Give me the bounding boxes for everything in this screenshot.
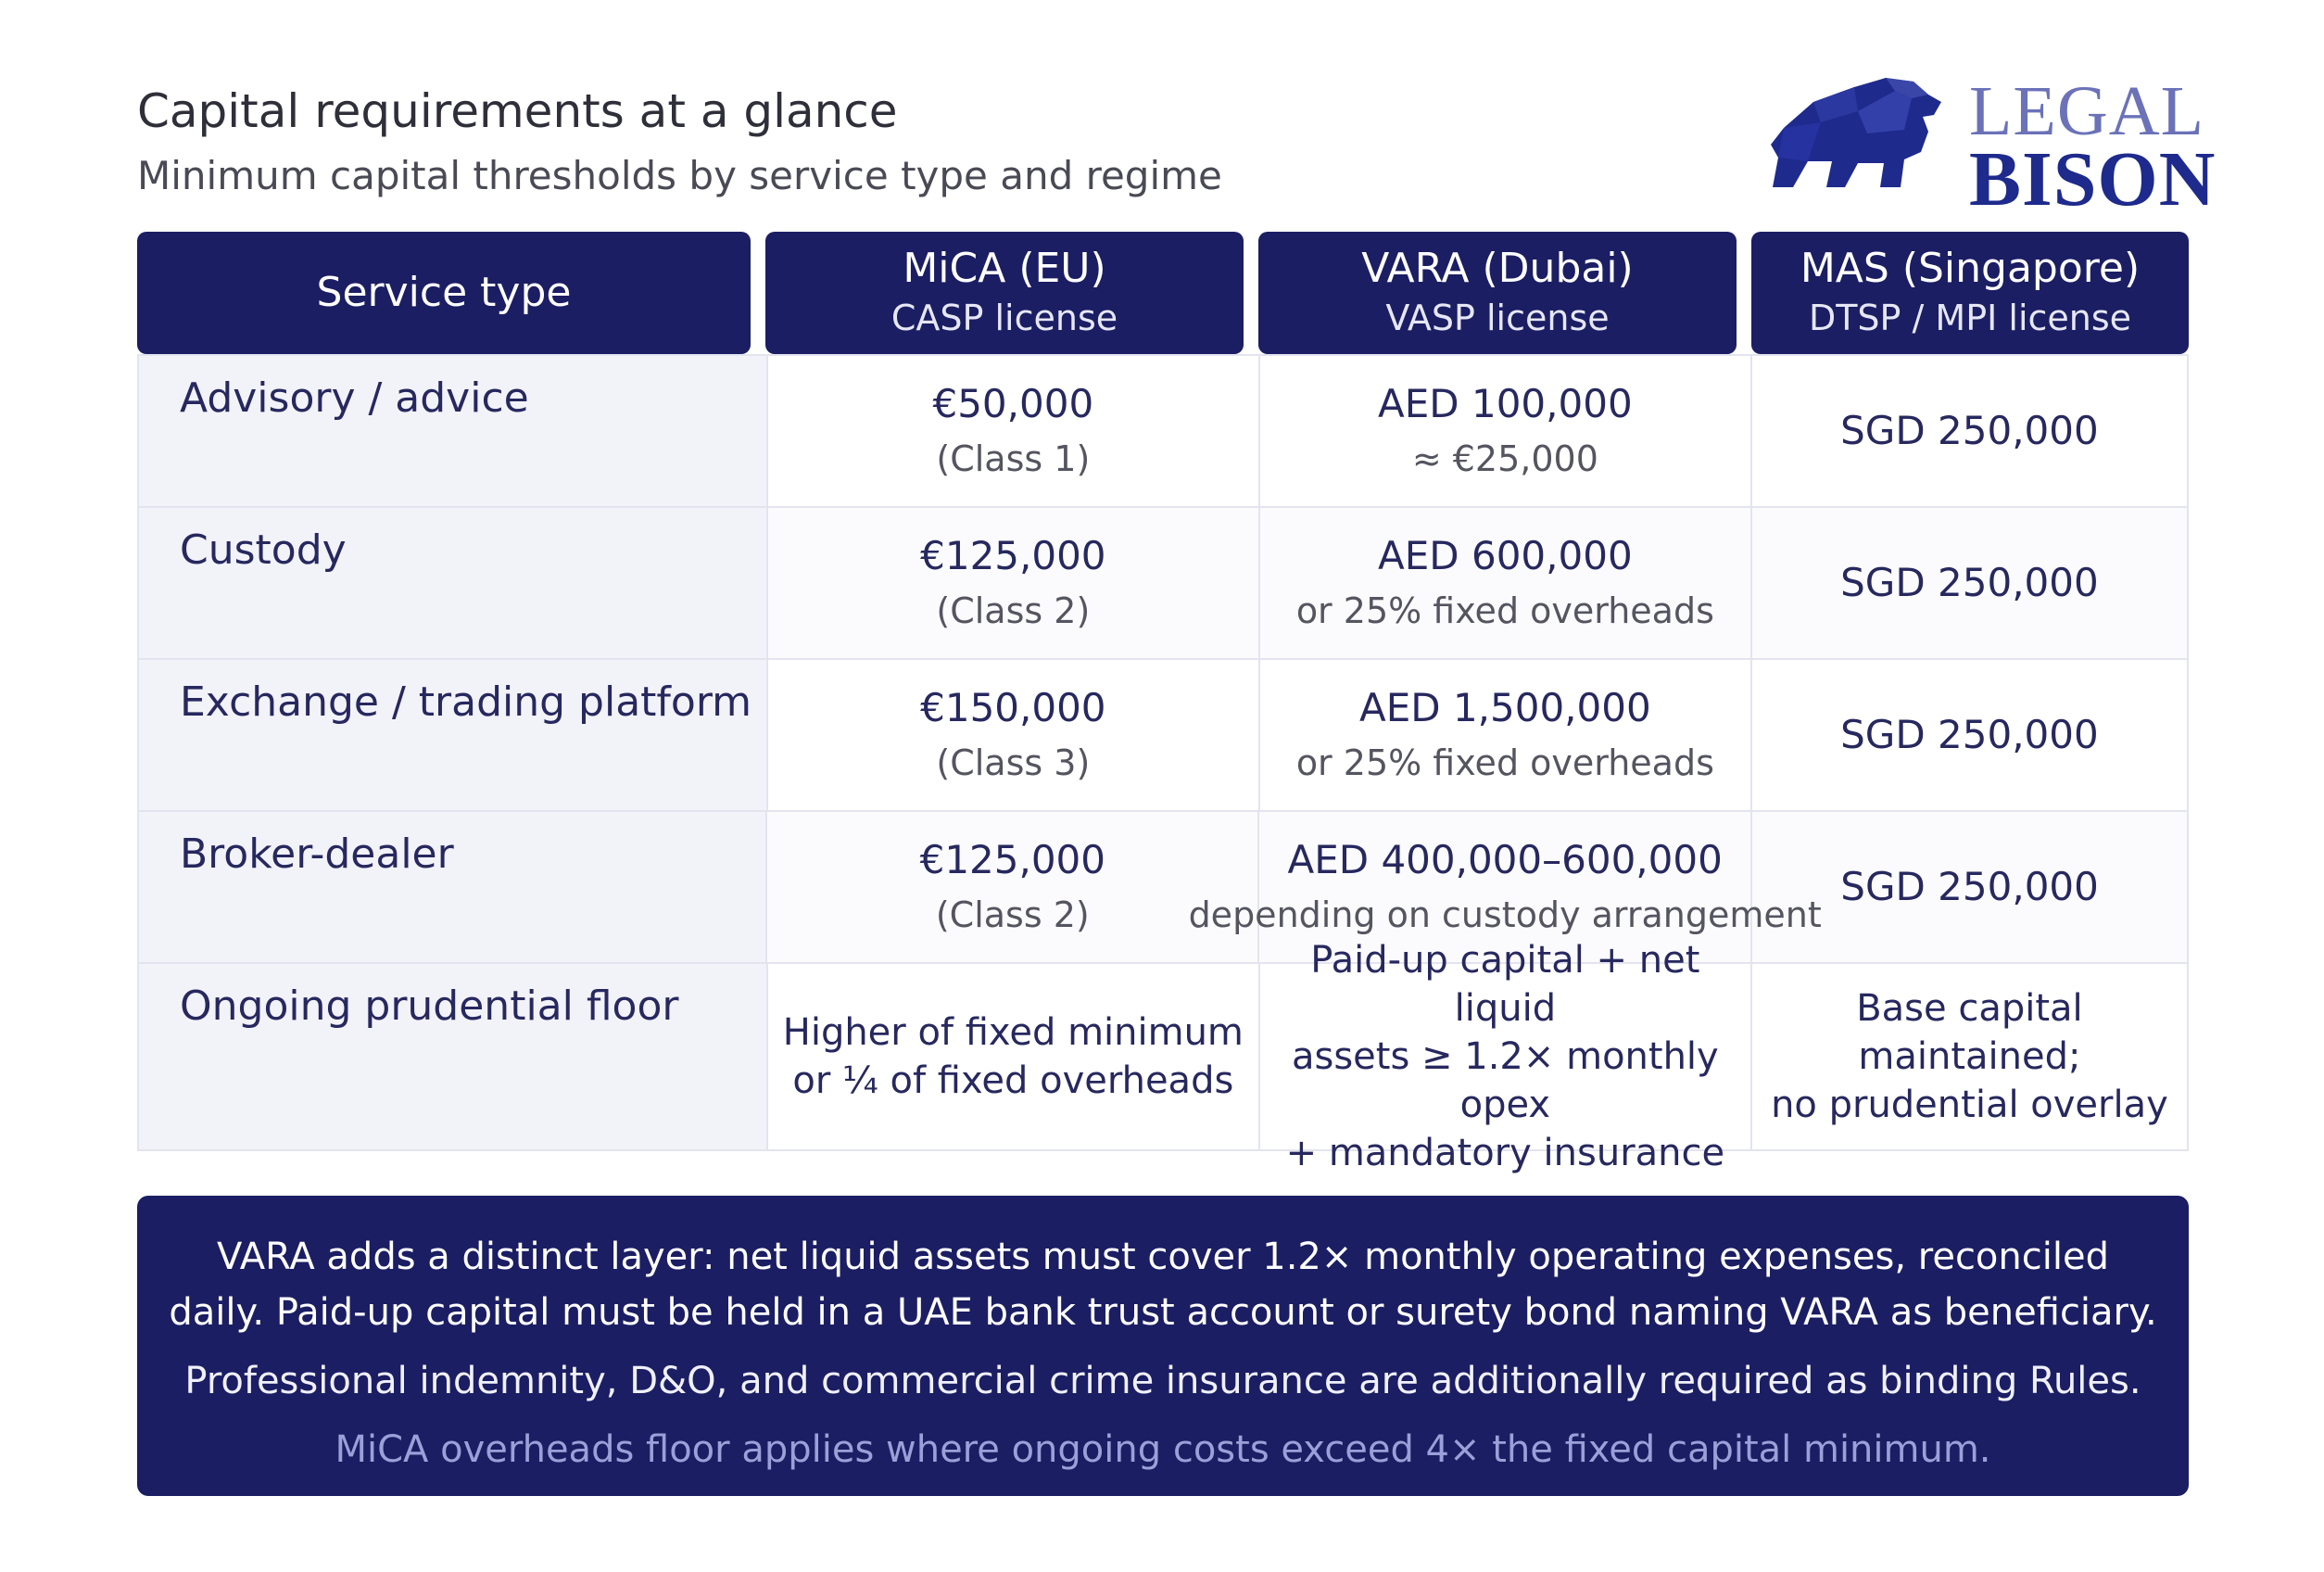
bison-icon	[1765, 74, 1951, 195]
column-header-sublabel: VASP license	[1385, 298, 1610, 338]
footnote-insurance: Professional indemnity, D&O, and commercial crime insurance are additionally required as binding Rules.	[184, 1360, 2141, 1402]
vara-note: depending on custody arrangement	[1188, 894, 1822, 935]
vara-value: AED 100,000	[1378, 381, 1633, 426]
mica-cell	[765, 812, 1257, 962]
service-cell	[139, 356, 766, 506]
table-row	[139, 810, 2187, 962]
table-body	[137, 354, 2189, 1174]
footnote-line: daily. Paid-up capital must be held in a UAE bank trust account or surety bond naming VARA as beneficiary.	[169, 1291, 2157, 1334]
table-row	[139, 658, 2187, 810]
vara-value: AED 600,000	[1378, 533, 1633, 578]
service-cell	[139, 660, 766, 810]
mas-value: SGD 250,000	[1840, 408, 2099, 453]
vara-floor-line: + mandatory insurance	[1285, 1132, 1725, 1174]
vara-note: ≈ €25,000	[1411, 438, 1598, 479]
mica-value: €125,000	[919, 837, 1105, 882]
column-header-label: MiCA (EU)	[903, 245, 1106, 292]
mica-floor-line: Higher of fixed minimum	[782, 1011, 1244, 1054]
mas-value: SGD 250,000	[1840, 712, 2099, 757]
column-header-vara	[1258, 232, 1737, 354]
column-header-sublabel: DTSP / MPI license	[1808, 298, 2132, 338]
column-header-label: MAS (Singapore)	[1800, 245, 2141, 292]
vara-note: or 25% fixed overheads	[1295, 742, 1714, 783]
vara-floor-line: Paid-up capital + net liquid	[1310, 939, 1700, 1030]
footnote-line: VARA adds a distinct layer: net liquid assets must cover 1.2× monthly operating expenses, reconciled	[217, 1236, 2109, 1278]
logo-text-bison: BISON	[1969, 136, 2217, 222]
legal-bison-logo	[1765, 70, 2217, 222]
page-subtitle: Minimum capital thresholds by service type and regime	[137, 153, 1222, 198]
vara-value: AED 1,500,000	[1358, 685, 1651, 730]
mas-cell	[1750, 964, 2187, 1149]
vara-cell	[1258, 939, 1750, 1174]
footnote-vara-layer	[137, 1229, 2189, 1340]
mica-note: (Class 2)	[936, 590, 1091, 631]
column-header-mica	[765, 232, 1244, 354]
table-header	[137, 232, 2189, 354]
mas-cell	[1750, 356, 2187, 506]
mica-note: (Class 2)	[935, 894, 1090, 935]
mas-floor-line: no prudential overlay	[1771, 1084, 2168, 1126]
logo-text-legal: LEGAL	[1969, 72, 2205, 150]
mas-value: SGD 250,000	[1840, 560, 2099, 605]
vara-note: or 25% fixed overheads	[1295, 590, 1714, 631]
vara-value: AED 400,000–600,000	[1287, 837, 1723, 882]
column-header-sublabel: CASP license	[890, 298, 1118, 338]
vara-floor-line: assets ≥ 1.2× monthly opex	[1291, 1035, 1719, 1126]
mas-floor-line: Base capital maintained;	[1856, 987, 2083, 1078]
mas-cell	[1750, 508, 2187, 658]
table-row	[139, 354, 2187, 506]
service-label: Advisory / advice	[180, 374, 529, 422]
mica-cell	[766, 356, 1258, 506]
vara-cell	[1188, 812, 1822, 962]
column-header-label: VARA (Dubai)	[1361, 245, 1634, 292]
service-label: Exchange / trading platform	[180, 678, 752, 726]
service-cell	[139, 812, 765, 962]
mica-note: (Class 3)	[936, 742, 1091, 783]
mas-value: SGD 250,000	[1840, 864, 2099, 909]
mica-cell	[766, 660, 1258, 810]
vara-cell	[1258, 356, 1750, 506]
capital-requirements-table	[137, 232, 2189, 1174]
mica-value: €50,000	[932, 381, 1094, 426]
column-header-mas	[1751, 232, 2189, 354]
header	[137, 82, 1222, 204]
service-label: Custody	[180, 526, 347, 574]
page-title: Capital requirements at a glance	[137, 84, 898, 138]
vara-cell	[1258, 660, 1750, 810]
mica-cell	[766, 964, 1258, 1149]
mica-value: €150,000	[920, 685, 1106, 730]
vara-cell	[1258, 508, 1750, 658]
service-label: Ongoing prudential floor	[180, 982, 679, 1030]
table-row	[139, 939, 2187, 1174]
footnote-mica-overheads: MiCA overheads floor applies where ongoing costs exceed 4× the fixed capital minimum.	[335, 1428, 1991, 1471]
column-header-service-type	[137, 232, 751, 354]
service-label: Broker-dealer	[180, 830, 454, 878]
footnote-box	[137, 1196, 2189, 1496]
mica-floor-line: or ¼ of fixed overheads	[792, 1059, 1234, 1102]
mica-cell	[766, 508, 1258, 658]
mica-note: (Class 1)	[936, 438, 1091, 479]
service-cell	[139, 508, 766, 658]
mica-value: €125,000	[920, 533, 1106, 578]
service-cell	[139, 964, 766, 1149]
table-row	[139, 506, 2187, 658]
mas-cell	[1750, 660, 2187, 810]
column-header-label: Service type	[316, 269, 572, 316]
